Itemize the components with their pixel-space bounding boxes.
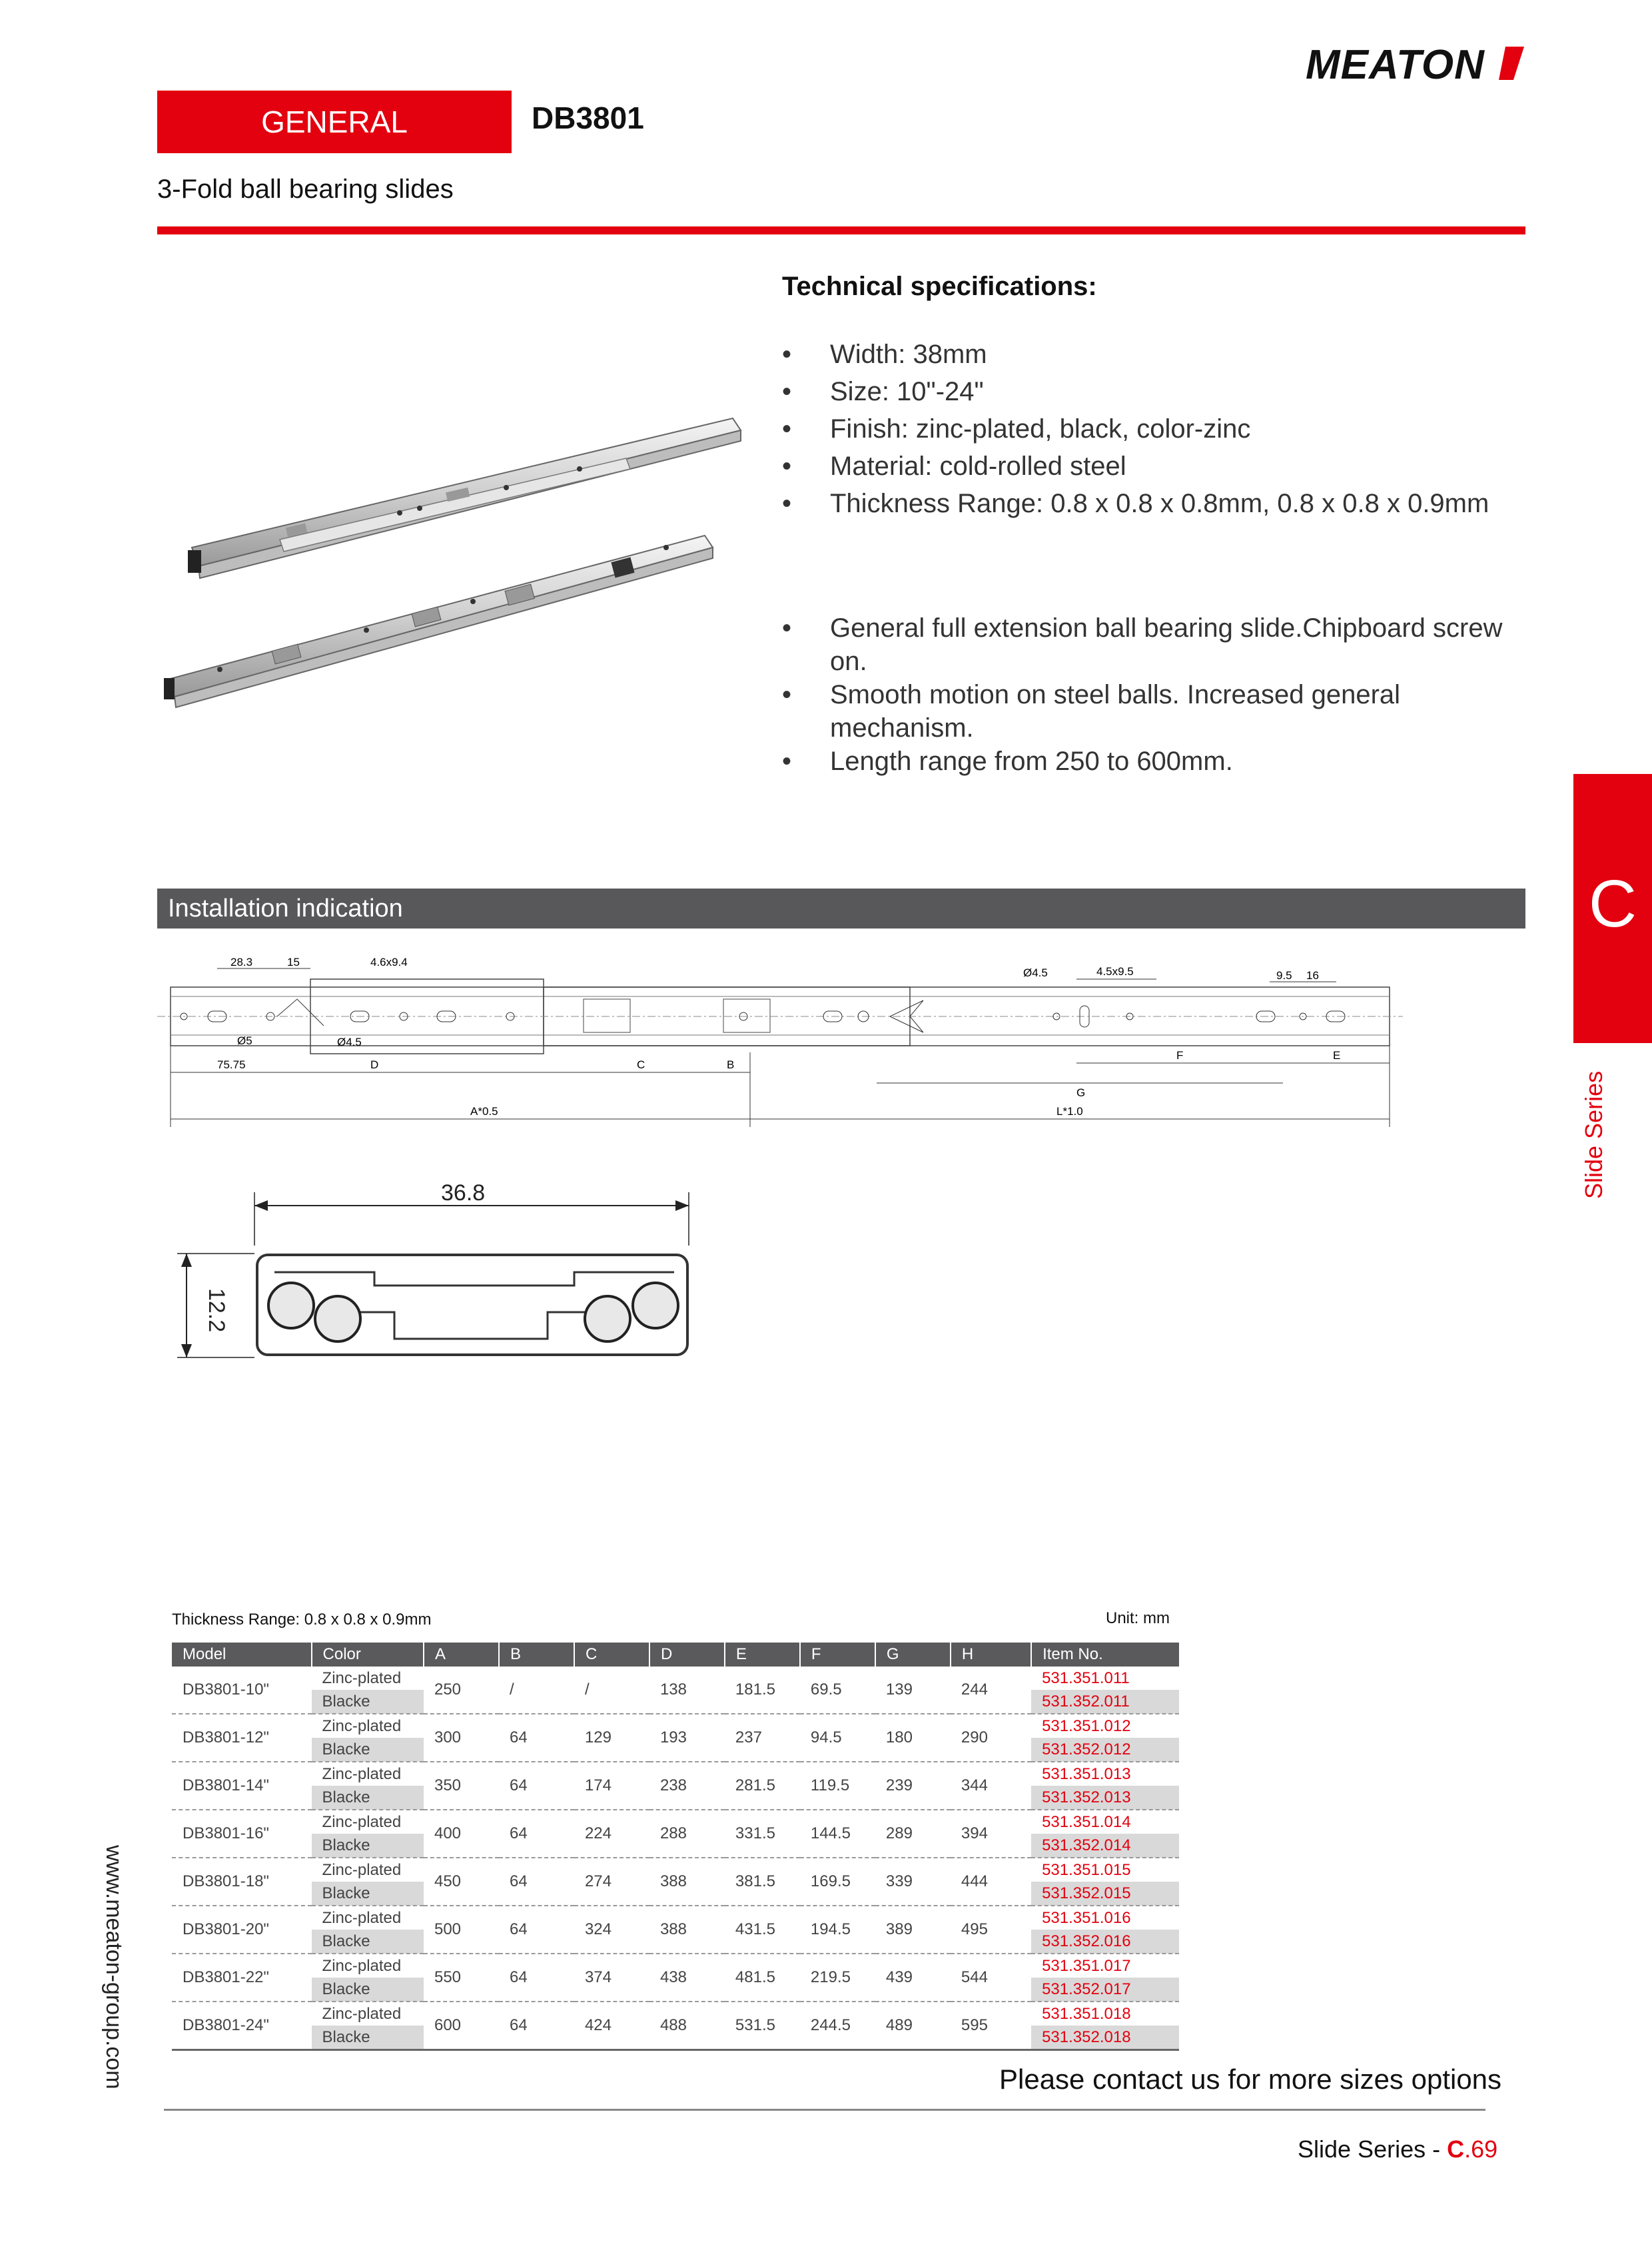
- table-row: [172, 1810, 1179, 1834]
- table-row: [172, 2002, 1179, 2026]
- color-cell: Zinc-plated: [312, 1762, 424, 1786]
- footer-label: Slide Series -: [1298, 2135, 1447, 2163]
- dim-cell-a: 350: [424, 1762, 499, 1810]
- color-cell: Zinc-plated: [312, 2002, 424, 2026]
- color-cell: Blacke: [312, 1738, 424, 1762]
- table-row: [172, 1906, 1179, 1930]
- spec-list: [782, 336, 1541, 522]
- table-row: [172, 1954, 1179, 1978]
- dim-9-5: 9.5: [1276, 969, 1292, 982]
- dim-cell-e: 331.5: [725, 1810, 800, 1858]
- spec-item: • Size: 10"-24": [782, 373, 1541, 410]
- website-url: www.meaton-group.com: [101, 1845, 127, 2089]
- feature-item: • Length range from 250 to 600mm.: [782, 745, 1541, 778]
- dim-c: C: [637, 1058, 645, 1071]
- col-header: F: [800, 1643, 875, 1667]
- model-cell: DB3801-18": [172, 1858, 312, 1906]
- page-footer: [1298, 2135, 1497, 2163]
- dim-cell-b: 64: [499, 1906, 574, 1954]
- dim-cell-a: 600: [424, 2002, 499, 2050]
- installation-heading: Installation indication: [157, 889, 1525, 929]
- dim-cell-b: 64: [499, 1762, 574, 1810]
- profile-drawing: [175, 1179, 707, 1372]
- dim-cell-f: 144.5: [800, 1810, 875, 1858]
- spec-item: • Material: cold-rolled steel: [782, 448, 1541, 485]
- dim-16: 16: [1306, 969, 1319, 982]
- dim-cell-f: 169.5: [800, 1858, 875, 1906]
- dim-cell-f: 219.5: [800, 1954, 875, 2002]
- section-tab-letter: C: [1588, 867, 1637, 941]
- item-number-cell: 531.352.016: [1031, 1930, 1179, 1954]
- model-cell: DB3801-22": [172, 1954, 312, 2002]
- page-number: 69: [1471, 2135, 1498, 2163]
- dim-cell-a: 250: [424, 1667, 499, 1714]
- col-header: B: [499, 1643, 574, 1667]
- dim-cell-b: 64: [499, 1714, 574, 1762]
- color-cell: Blacke: [312, 1930, 424, 1954]
- dim-cell-g: 489: [875, 2002, 951, 2050]
- footer-dot: .: [1464, 2135, 1471, 2163]
- dim-cell-h: 244: [951, 1667, 1031, 1714]
- model-cell: DB3801-20": [172, 1906, 312, 1954]
- col-header: Color: [312, 1643, 424, 1667]
- dim-28-3: 28.3: [230, 956, 253, 968]
- dim-cell-c: 274: [574, 1858, 649, 1906]
- spec-item: • Width: 38mm: [782, 336, 1541, 373]
- dim-cell-e: 281.5: [725, 1762, 800, 1810]
- dim-l: L*1.0: [1056, 1105, 1083, 1118]
- dim-cell-f: 119.5: [800, 1762, 875, 1810]
- dim-cell-c: 174: [574, 1762, 649, 1810]
- dim-cell-b: 64: [499, 2002, 574, 2050]
- dim-cell-e: 531.5: [725, 2002, 800, 2050]
- dim-cell-h: 344: [951, 1762, 1031, 1810]
- dim-cell-g: 289: [875, 1810, 951, 1858]
- dim-e: E: [1333, 1049, 1341, 1062]
- dim-cell-d: 138: [649, 1667, 725, 1714]
- color-cell: Zinc-plated: [312, 1858, 424, 1882]
- dim-cell-g: 439: [875, 1954, 951, 2002]
- item-number-cell: 531.352.013: [1031, 1786, 1179, 1810]
- dim-cell-g: 139: [875, 1667, 951, 1714]
- dim-cell-a: 500: [424, 1906, 499, 1954]
- item-number-cell: 531.351.011: [1042, 1669, 1130, 1687]
- model-cell: DB3801-16": [172, 1810, 312, 1858]
- dim-cell-f: 69.5: [800, 1667, 875, 1714]
- installation-drawing: [157, 952, 1410, 1146]
- model-cell: DB3801-24": [172, 2002, 312, 2050]
- dim-d: D: [370, 1058, 379, 1071]
- color-cell: Zinc-plated: [312, 1714, 424, 1738]
- size-table: [172, 1643, 1179, 2051]
- svg-text:MEATON: MEATON: [1306, 42, 1485, 87]
- category-tag: GENERAL: [157, 91, 512, 153]
- dim-cell-h: 444: [951, 1858, 1031, 1906]
- dim-cell-e: 181.5: [725, 1667, 800, 1714]
- meaton-logo: [1306, 40, 1525, 87]
- dim-cell-c: 374: [574, 1954, 649, 2002]
- item-number-cell: 531.352.014: [1031, 1834, 1179, 1858]
- dim-cell-g: 339: [875, 1858, 951, 1906]
- col-header: G: [875, 1643, 951, 1667]
- model-cell: DB3801-10": [172, 1667, 312, 1714]
- dim-cell-f: 194.5: [800, 1906, 875, 1954]
- table-unit: Unit: mm: [1106, 1609, 1170, 1627]
- dim-cell-c: 424: [574, 2002, 649, 2050]
- dim-cell-f: 244.5: [800, 2002, 875, 2050]
- header-divider: [157, 226, 1525, 234]
- dim-cell-a: 300: [424, 1714, 499, 1762]
- dim-cell-h: 544: [951, 1954, 1031, 2002]
- color-cell: Blacke: [312, 1690, 424, 1714]
- dim-cell-g: 180: [875, 1714, 951, 1762]
- dim-cell-e: 431.5: [725, 1906, 800, 1954]
- dim-cell-c: 324: [574, 1906, 649, 1954]
- col-header: A: [424, 1643, 499, 1667]
- dim-cell-d: 288: [649, 1810, 725, 1858]
- color-cell: Blacke: [312, 1786, 424, 1810]
- feature-item: • Smooth motion on steel balls. Increased general mechanism.: [782, 678, 1541, 745]
- dim-cell-h: 394: [951, 1810, 1031, 1858]
- dim-15: 15: [287, 956, 300, 968]
- table-caption: Thickness Range: 0.8 x 0.8 x 0.9mm: [172, 1611, 432, 1629]
- dim-cell-b: 64: [499, 1858, 574, 1906]
- color-cell: Zinc-plated: [312, 1906, 424, 1930]
- table-row: [172, 1762, 1179, 1786]
- dim-cell-h: 495: [951, 1906, 1031, 1954]
- dim-cell-c: /: [574, 1667, 649, 1714]
- item-number-cell: 531.352.012: [1031, 1738, 1179, 1762]
- dim-cell-g: 389: [875, 1906, 951, 1954]
- dim-cell-b: /: [499, 1667, 574, 1714]
- color-cell: Blacke: [312, 1882, 424, 1906]
- model-title: DB3801: [532, 101, 644, 135]
- feature-list: [782, 611, 1541, 778]
- item-number-cell: 531.351.012: [1042, 1716, 1131, 1735]
- dim-cell-a: 400: [424, 1810, 499, 1858]
- dim-cell-e: 481.5: [725, 1954, 800, 2002]
- dim-cell-h: 595: [951, 2002, 1031, 2050]
- feature-item: • General full extension ball bearing slide.Chipboard screw on.: [782, 611, 1541, 678]
- dim-cell-a: 450: [424, 1858, 499, 1906]
- dim-cell-b: 64: [499, 1810, 574, 1858]
- dim-hole-5: Ø5: [237, 1034, 252, 1047]
- dim-cell-b: 64: [499, 1954, 574, 2002]
- color-cell: Zinc-plated: [312, 1810, 424, 1834]
- item-number-cell: 531.351.015: [1042, 1860, 1131, 1879]
- item-number-cell: 531.352.018: [1031, 2026, 1179, 2050]
- col-header: Model: [172, 1643, 312, 1667]
- item-number-cell: 531.351.014: [1042, 1812, 1131, 1831]
- spec-heading: Technical specifications:: [782, 272, 1097, 301]
- model-cell: DB3801-14": [172, 1762, 312, 1810]
- dim-75-75: 75.75: [217, 1058, 246, 1071]
- dim-f: F: [1176, 1049, 1184, 1062]
- dim-cell-d: 438: [649, 1954, 725, 2002]
- color-cell: Zinc-plated: [312, 1667, 424, 1690]
- section-label: Slide Series: [1580, 1070, 1607, 1199]
- dim-cell-g: 239: [875, 1762, 951, 1810]
- dim-hole-4-5: Ø4.5: [337, 1036, 362, 1048]
- table-header-row: [172, 1643, 1179, 1667]
- product-image: [160, 400, 759, 719]
- footer-divider: [164, 2109, 1485, 2111]
- dim-cell-d: 488: [649, 2002, 725, 2050]
- dim-g: G: [1076, 1086, 1086, 1099]
- footer-prefix: C: [1447, 2135, 1465, 2163]
- model-cell: DB3801-12": [172, 1714, 312, 1762]
- contact-note: Please contact us for more sizes options: [999, 2063, 1502, 2095]
- dim-cell-c: 224: [574, 1810, 649, 1858]
- dim-a: A*0.5: [470, 1105, 498, 1118]
- dim-slot2: 4.5x9.5: [1096, 965, 1134, 978]
- dim-cell-h: 290: [951, 1714, 1031, 1762]
- dim-cell-d: 388: [649, 1906, 725, 1954]
- col-header: E: [725, 1643, 800, 1667]
- item-number-cell: 531.352.011: [1031, 1690, 1179, 1714]
- spec-item: • Finish: zinc-plated, black, color-zinc: [782, 410, 1541, 448]
- dim-slot1: 4.6x9.4: [370, 956, 408, 968]
- dim-b: B: [727, 1058, 735, 1071]
- dim-cell-d: 388: [649, 1858, 725, 1906]
- dim-cell-d: 193: [649, 1714, 725, 1762]
- dim-cell-c: 129: [574, 1714, 649, 1762]
- color-cell: Blacke: [312, 1978, 424, 2002]
- table-row: [172, 1667, 1179, 1690]
- item-number-cell: 531.351.017: [1042, 1956, 1131, 1975]
- dim-cell-e: 381.5: [725, 1858, 800, 1906]
- dim-cell-d: 238: [649, 1762, 725, 1810]
- item-number-cell: 531.351.013: [1042, 1764, 1131, 1783]
- color-cell: Blacke: [312, 1834, 424, 1858]
- col-header: D: [649, 1643, 725, 1667]
- item-number-cell: 531.351.018: [1042, 2004, 1131, 2023]
- product-subtitle: 3-Fold ball bearing slides: [157, 175, 454, 204]
- item-number-cell: 531.352.015: [1031, 1882, 1179, 1906]
- item-number-cell: 531.351.016: [1042, 1908, 1131, 1927]
- table-row: [172, 1714, 1179, 1738]
- col-header: Item No.: [1031, 1643, 1179, 1667]
- col-header: H: [951, 1643, 1031, 1667]
- profile-height: 12.2: [204, 1288, 229, 1333]
- dim-hole-4-5-right: Ø4.5: [1023, 966, 1048, 979]
- color-cell: Zinc-plated: [312, 1954, 424, 1978]
- spec-item: • Thickness Range: 0.8 x 0.8 x 0.8mm, 0.8 x 0.8 x 0.9mm: [782, 485, 1541, 522]
- col-header: C: [574, 1643, 649, 1667]
- color-cell: Blacke: [312, 2026, 424, 2050]
- profile-width: 36.8: [441, 1180, 486, 1206]
- dim-cell-f: 94.5: [800, 1714, 875, 1762]
- item-number-cell: 531.352.017: [1031, 1978, 1179, 2002]
- dim-cell-e: 237: [725, 1714, 800, 1762]
- table-row: [172, 1858, 1179, 1882]
- dim-cell-a: 550: [424, 1954, 499, 2002]
